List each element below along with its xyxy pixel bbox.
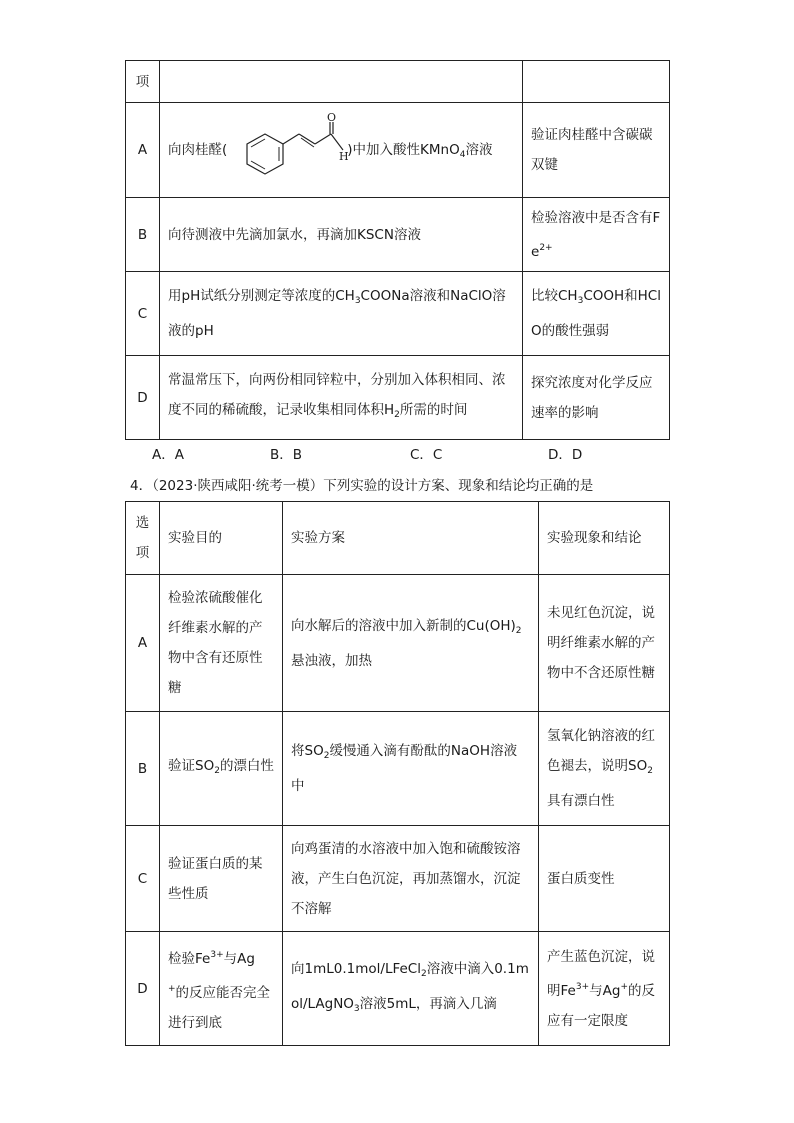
plan-text: 向水解后的溶液中加入新制的Cu(OH): [291, 617, 516, 634]
experiment-table-1: [125, 60, 670, 440]
answer-option-b[interactable]: B．B: [270, 447, 303, 463]
result-cell: 未见红色沉淀，说明纤维素水解的产物中不含还原性糖: [539, 575, 670, 712]
option-label: B: [126, 712, 160, 826]
header-cell-empty: [160, 61, 523, 103]
superscript: 2+: [539, 242, 553, 253]
purpose-cell: [160, 932, 283, 1046]
subscript: 2: [214, 766, 220, 776]
plan-cell: [283, 712, 539, 826]
subscript: 2: [323, 751, 330, 761]
answer-option-c[interactable]: C．C: [410, 447, 443, 463]
plan-text: 溶液5mL，再滴入几滴: [359, 995, 497, 1012]
table-row: [126, 575, 670, 712]
plan-text: 向1mL0.1mol/LFeCl: [291, 960, 421, 977]
table-row: [126, 103, 670, 198]
plan-text: 溶液中滴入0.1mol/LAgNO: [291, 960, 529, 1012]
subscript: 2: [647, 766, 653, 776]
purpose-cell: [523, 198, 670, 272]
purpose-text: 的漂白性: [219, 758, 274, 774]
superscript: +: [620, 981, 628, 992]
header-cell-option: 选项: [126, 502, 160, 575]
plan-cell: [160, 103, 523, 198]
purpose-cell: [160, 712, 283, 826]
option-label: B: [126, 198, 160, 272]
plan-text: 所需的时间: [399, 402, 468, 418]
superscript: 3+: [210, 949, 224, 960]
header-cell-purpose: 实验目的: [160, 502, 283, 575]
svg-text:O: O: [327, 111, 337, 124]
plan-text: 悬浊液，加热: [291, 652, 372, 669]
purpose-text: 的反应能否完全进行到底: [168, 984, 271, 1031]
subscript: 4: [459, 150, 466, 160]
plan-text: 向肉桂醛(: [168, 142, 228, 158]
svg-text:H: H: [339, 150, 349, 163]
plan-text: 将SO: [291, 743, 324, 759]
plan-cell: [160, 272, 523, 356]
subscript: 3: [353, 1003, 360, 1014]
plan-text: 用pH试纸分别测定等浓度的CH: [168, 288, 355, 304]
option-label: D: [126, 932, 160, 1046]
option-label: C: [126, 826, 160, 932]
purpose-text: 检验Fe: [168, 950, 211, 967]
table-row: [126, 272, 670, 356]
plan-cell: [283, 575, 539, 712]
plan-cell: 向鸡蛋清的水溶液中加入饱和硫酸铵溶液，产生白色沉淀，再加蒸馏水，沉淀不溶解: [283, 826, 539, 932]
header-cell-empty: [523, 61, 670, 103]
subscript: 2: [420, 968, 427, 979]
header-cell-result: 实验现象和结论: [539, 502, 670, 575]
answer-options: [152, 444, 652, 466]
purpose-cell: [523, 272, 670, 356]
plan-text: COONa溶液和NaClO溶液的pH: [168, 288, 506, 339]
plan-cell: [160, 356, 523, 440]
purpose-text: 比较CH: [531, 288, 578, 304]
table-row: [126, 502, 670, 575]
result-text: 产生蓝色沉淀，说明Fe: [547, 948, 655, 999]
option-label: C: [126, 272, 160, 356]
plan-cell: 向待测液中先滴加氯水，再滴加KSCN溶液: [160, 198, 523, 272]
plan-text: 常温常压下，向两份相同锌粒中，分别加入体积相同、浓度不同的稀硫酸，记录收集相同体积H: [168, 372, 506, 418]
header-cell-plan: 实验方案: [283, 502, 539, 575]
purpose-text: 检验溶液中是否含有Fe: [531, 209, 661, 260]
purpose-cell: 验证肉桂醛中含碳碳双键: [523, 103, 670, 198]
purpose-text: 与Ag: [223, 950, 255, 967]
subscript: 2: [515, 625, 522, 636]
experiment-table-2: [125, 501, 670, 1046]
table-row: [126, 356, 670, 440]
table-row: [126, 198, 670, 272]
purpose-text: COOH和HClO的酸性强弱: [531, 288, 661, 339]
result-cell: 蛋白质变性: [539, 826, 670, 932]
purpose-text: 验证SO: [168, 758, 215, 774]
question-4-title: 4．（2023·陕西咸阳·统考一模）下列实验的设计方案、现象和结论均正确的是: [130, 478, 594, 494]
plan-text: 缓慢通入滴有酚酞的NaOH溶液中: [291, 743, 518, 794]
result-text: 氢氧化钠溶液的红色褪去，说明SO: [547, 728, 655, 774]
table-row: [126, 61, 670, 103]
subscript: 3: [577, 296, 584, 306]
cinnamaldehyde-structure-icon: [227, 112, 347, 188]
table-row: [126, 826, 670, 932]
purpose-cell: 验证蛋白质的某些性质: [160, 826, 283, 932]
answer-option-d[interactable]: D．D: [548, 447, 583, 463]
result-cell: [539, 932, 670, 1046]
result-cell: [539, 712, 670, 826]
table-row: [126, 712, 670, 826]
plan-cell: [283, 932, 539, 1046]
result-text: 与Ag: [589, 982, 621, 999]
result-text: 的反应有一定限度: [547, 982, 655, 1029]
subscript: 3: [354, 296, 361, 306]
header-cell-option: 项: [126, 61, 160, 103]
superscript: +: [168, 983, 176, 994]
table-row: [126, 932, 670, 1046]
purpose-cell: 检验浓硫酸催化纤维素水解的产物中含有还原性糖: [160, 575, 283, 712]
purpose-cell: 探究浓度对化学反应速率的影响: [523, 356, 670, 440]
answer-option-a[interactable]: A．A: [152, 447, 184, 463]
subscript: 2: [394, 410, 400, 420]
option-label: A: [126, 575, 160, 712]
option-label: D: [126, 356, 160, 440]
option-label: A: [126, 103, 160, 198]
result-text: 具有漂白性: [547, 793, 615, 809]
plan-text: 溶液: [465, 142, 493, 158]
plan-text: )中加入酸性KMnO: [347, 142, 460, 158]
superscript: 3+: [575, 981, 590, 992]
